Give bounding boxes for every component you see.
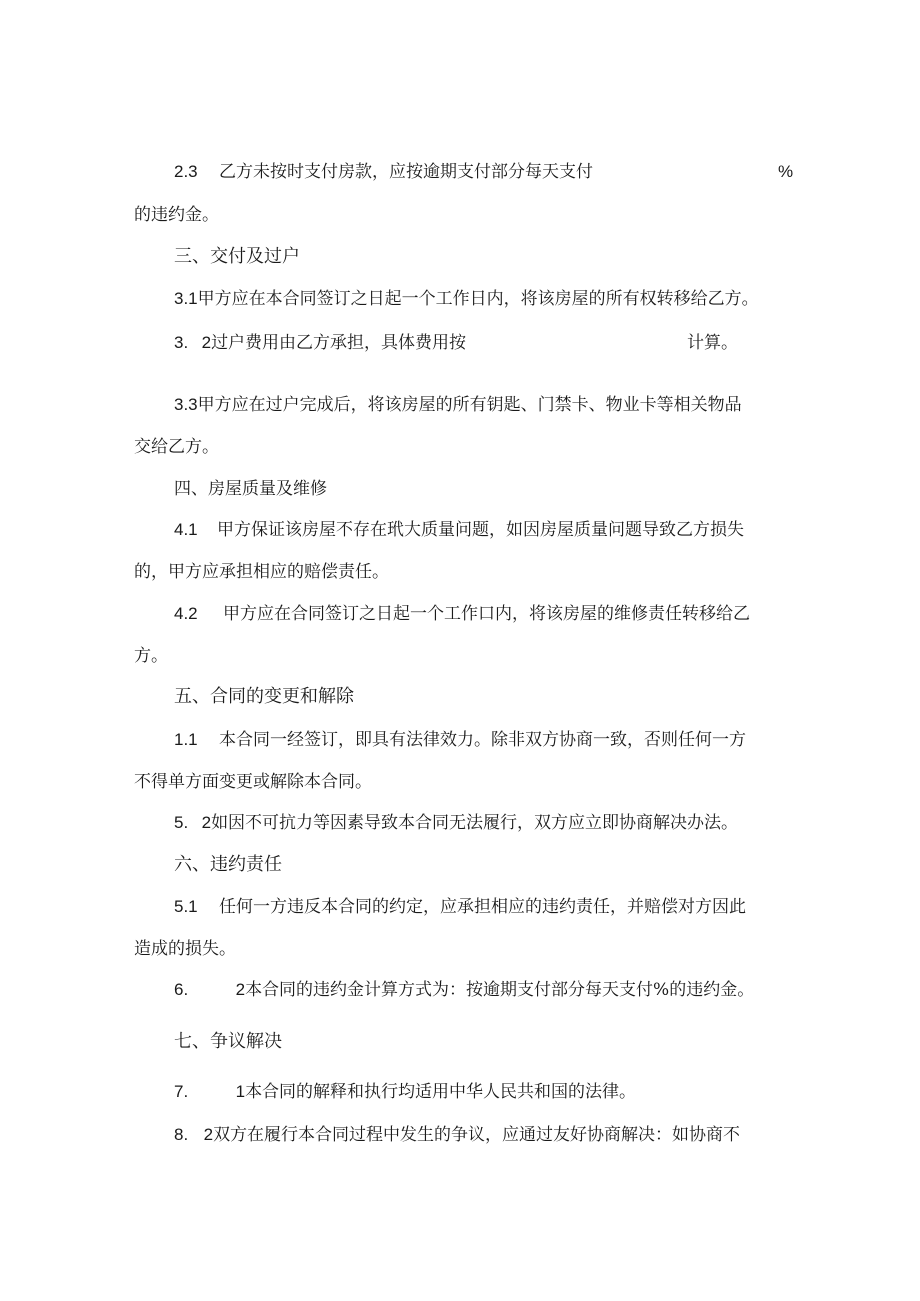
clause-text: 双方在履行本合同过程中发生的争议，应通过友好协商解决：如协商不 — [213, 1125, 741, 1145]
clause-number: 5. — [174, 813, 189, 832]
clause-number: 6. — [174, 980, 189, 999]
clause-5-1 — [174, 896, 746, 918]
clause-continuation: 的，甲方应承担相应的赔偿责任。 — [134, 562, 389, 582]
clause-text: 任何一方违反本合同的约定，应承担相应的违约责任，并赔偿对方因此 — [219, 897, 747, 917]
heading-prefix: 六、 — [174, 854, 210, 875]
clause-subnumber: 2 — [235, 980, 246, 999]
clause-1-1 — [174, 729, 746, 751]
clause-number: 7. — [174, 1082, 189, 1101]
clause-text: 乙方未按时支付房款，应按逾期支付部分每天支付 — [219, 162, 594, 182]
clause-5-2 — [174, 812, 738, 834]
clause-text: 甲方应在本合同签订之日起一个工作日内，将该房屋的所有权转移给乙方。 — [197, 289, 759, 309]
heading-prefix: 三、 — [174, 246, 210, 267]
clause-number: 3. — [174, 333, 189, 352]
clause-subnumber: 1 — [235, 1082, 246, 1101]
clause-6-2 — [174, 979, 754, 1001]
clause-text: 本合同的违约金计算方式为：按逾期支付部分每天支付%的违约金。 — [245, 980, 755, 1000]
clause-continuation: 方。 — [134, 646, 168, 666]
clause-4-1 — [174, 519, 744, 541]
heading-title: 违约责任 — [210, 854, 282, 875]
clause-text: 甲方保证该房屋不存在玳大质量问题，如因房屋质量问题导致乙方损失 — [217, 520, 745, 540]
clause-number: 8. — [174, 1125, 189, 1144]
clause-subnumber: 2 — [201, 813, 212, 832]
clause-text: 本合同一经签订，即具有法律效力。除非双方协商一致，否则任何一方 — [219, 730, 747, 750]
heading-prefix: 七、 — [174, 1031, 210, 1052]
section-heading-dispute — [174, 1031, 282, 1053]
clause-number: 1.1 — [174, 730, 198, 749]
clause-number: 4.2 — [174, 604, 198, 623]
clause-4-2 — [174, 603, 750, 625]
clause-3-3 — [174, 394, 742, 416]
clause-continuation: 不得单方面变更或解除本合同。 — [134, 772, 372, 792]
clause-continuation: 造成的损失。 — [134, 939, 236, 959]
heading-title: 争议解决 — [210, 1031, 282, 1052]
clause-text: 过户费用由乙方承担，具体费用按 — [211, 333, 467, 353]
heading-title: 交付及过户 — [210, 246, 300, 267]
clause-subnumber: 2 — [201, 333, 212, 352]
section-heading-amendment: 五、合同的变更和解除 — [174, 686, 354, 707]
clause-number: 3.1 — [174, 289, 198, 308]
section-heading-quality: 四、房屋质量及维修 — [174, 479, 327, 499]
clause-number: 2.3 — [174, 162, 198, 181]
clause-text: 本合同的解释和执行均适用中华人民共和国的法律。 — [245, 1082, 637, 1102]
clause-number: 4.1 — [174, 520, 198, 539]
clause-8-2 — [174, 1124, 740, 1146]
section-heading-delivery — [174, 246, 300, 268]
clause-7-1 — [174, 1081, 636, 1103]
clause-text: 甲方应在合同签订之日起一个工作口内，将该房屋的维修责任转移给乙 — [223, 604, 751, 624]
clause-3-1 — [174, 288, 759, 310]
section-heading-liability — [174, 854, 282, 876]
clause-number: 3.3 — [174, 395, 198, 414]
clause-2-3 — [174, 161, 593, 183]
clause-text: 甲方应在过户完成后，将该房屋的所有钥匙、门禁卡、物业卡等相关物品 — [197, 395, 742, 415]
clause-continuation: 交给乙方。 — [134, 437, 219, 457]
clause-subnumber: 2 — [203, 1125, 214, 1144]
penalty-percent: % — [778, 162, 794, 181]
clause-tail: 计算。 — [687, 333, 738, 353]
clause-continuation: 的违约金。 — [134, 205, 219, 225]
clause-number: 5.1 — [174, 897, 198, 916]
clause-3-2 — [174, 332, 466, 354]
clause-text: 如因不可抗力等因素导致本合同无法履行，双方应立即协商解决办法。 — [211, 813, 739, 833]
